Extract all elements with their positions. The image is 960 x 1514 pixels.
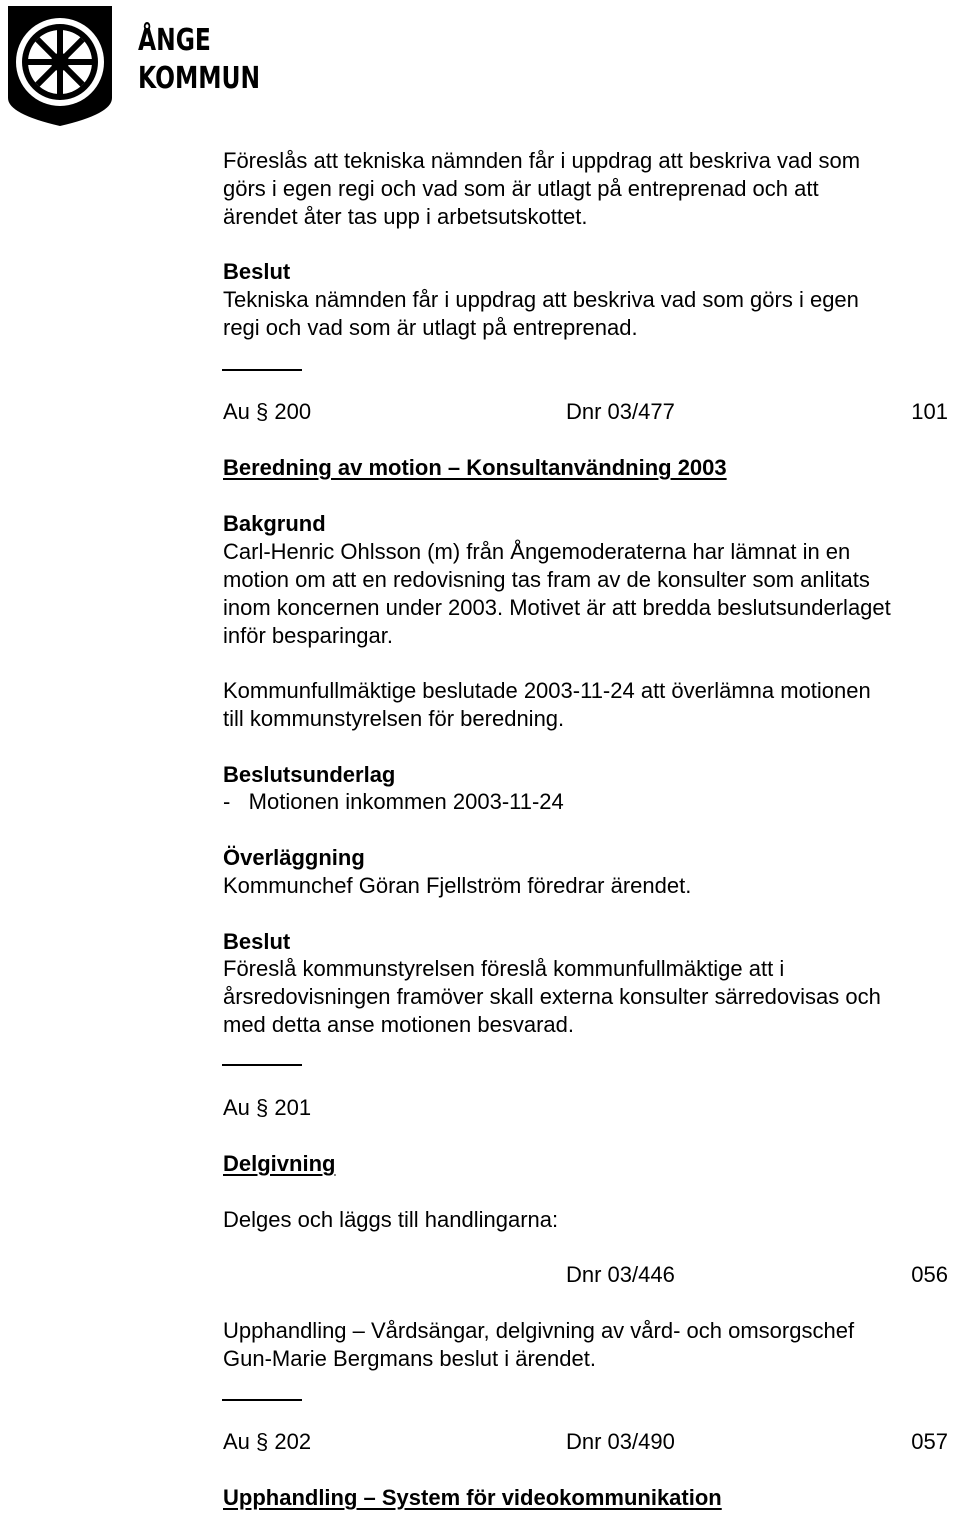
logo-line-1: ÅNGE [138,23,211,58]
body-line: årsredovisningen framöver skall externa konsulter särredovisas och [223,984,881,1009]
logo-line-2: KOMMUN [138,61,261,96]
separator-rule [222,1399,302,1401]
diary-number: Dnr 03/446 [566,1262,675,1287]
section-heading: Beslut [223,259,291,284]
section-heading: Beslutsunderlag [223,762,396,787]
body-line: Kommunfullmäktige beslutade 2003-11-24 att överlämna motionen [223,678,871,703]
item-title: Beredning av motion – Konsultanvändning 2003 [223,455,727,480]
body-line: Gun-Marie Bergmans beslut i ärendet. [223,1346,596,1371]
body-line: Föreslå kommunstyrelsen föreslå kommunfullmäktige att i [223,956,785,981]
paragraph-number: Au § 202 [223,1429,312,1454]
section-heading: Överläggning [223,845,365,870]
paragraph-number: Au § 201 [223,1095,312,1120]
body-line: regi och vad som är utlagt på entreprenad. [223,315,638,340]
section-heading: Bakgrund [223,511,326,536]
list-item: - Motionen inkommen 2003-11-24 [223,789,564,814]
body-line: inför besparingar. [223,623,393,648]
body-line: Carl-Henric Ohlsson (m) från Ångemoderaterna har lämnat in en [223,539,851,564]
case-code: 057 [911,1429,948,1454]
intro-line: Föreslås att tekniska nämnden får i uppdrag att beskriva vad som [223,148,861,173]
item-title: Upphandling – System för videokommunikation [223,1485,722,1510]
body-line: till kommunstyrelsen för beredning. [223,706,565,731]
section-heading: Beslut [223,929,291,954]
body-line: med detta anse motionen besvarad. [223,1012,575,1037]
separator-rule [222,369,302,371]
body-line: Tekniska nämnden får i uppdrag att beskriva vad som görs i egen [223,287,859,312]
separator-rule [222,1064,302,1066]
body-line: motion om att en redovisning tas fram av de konsulter som anlitats [223,567,870,592]
municipality-logo [4,2,116,128]
wheel-emblem-icon [4,2,116,128]
case-code: 101 [911,399,948,424]
case-code: 056 [911,1262,948,1287]
diary-number: Dnr 03/490 [566,1429,675,1454]
intro-line: görs i egen regi och vad som är utlagt på entreprenad och att [223,176,819,201]
item-title: Delgivning [223,1151,336,1176]
body-line: Delges och läggs till handlingarna: [223,1207,559,1232]
body-line: inom koncernen under 2003. Motivet är att bredda beslutsunderlaget [223,595,891,620]
body-line: Kommunchef Göran Fjellström föredrar ärendet. [223,873,692,898]
diary-number: Dnr 03/477 [566,399,675,424]
body-line: Upphandling – Vårdsängar, delgivning av vård- och omsorgschef [223,1318,855,1343]
municipality-name [138,22,260,98]
paragraph-number: Au § 200 [223,399,312,424]
intro-line: ärendet åter tas upp i arbetsutskottet. [223,204,588,229]
